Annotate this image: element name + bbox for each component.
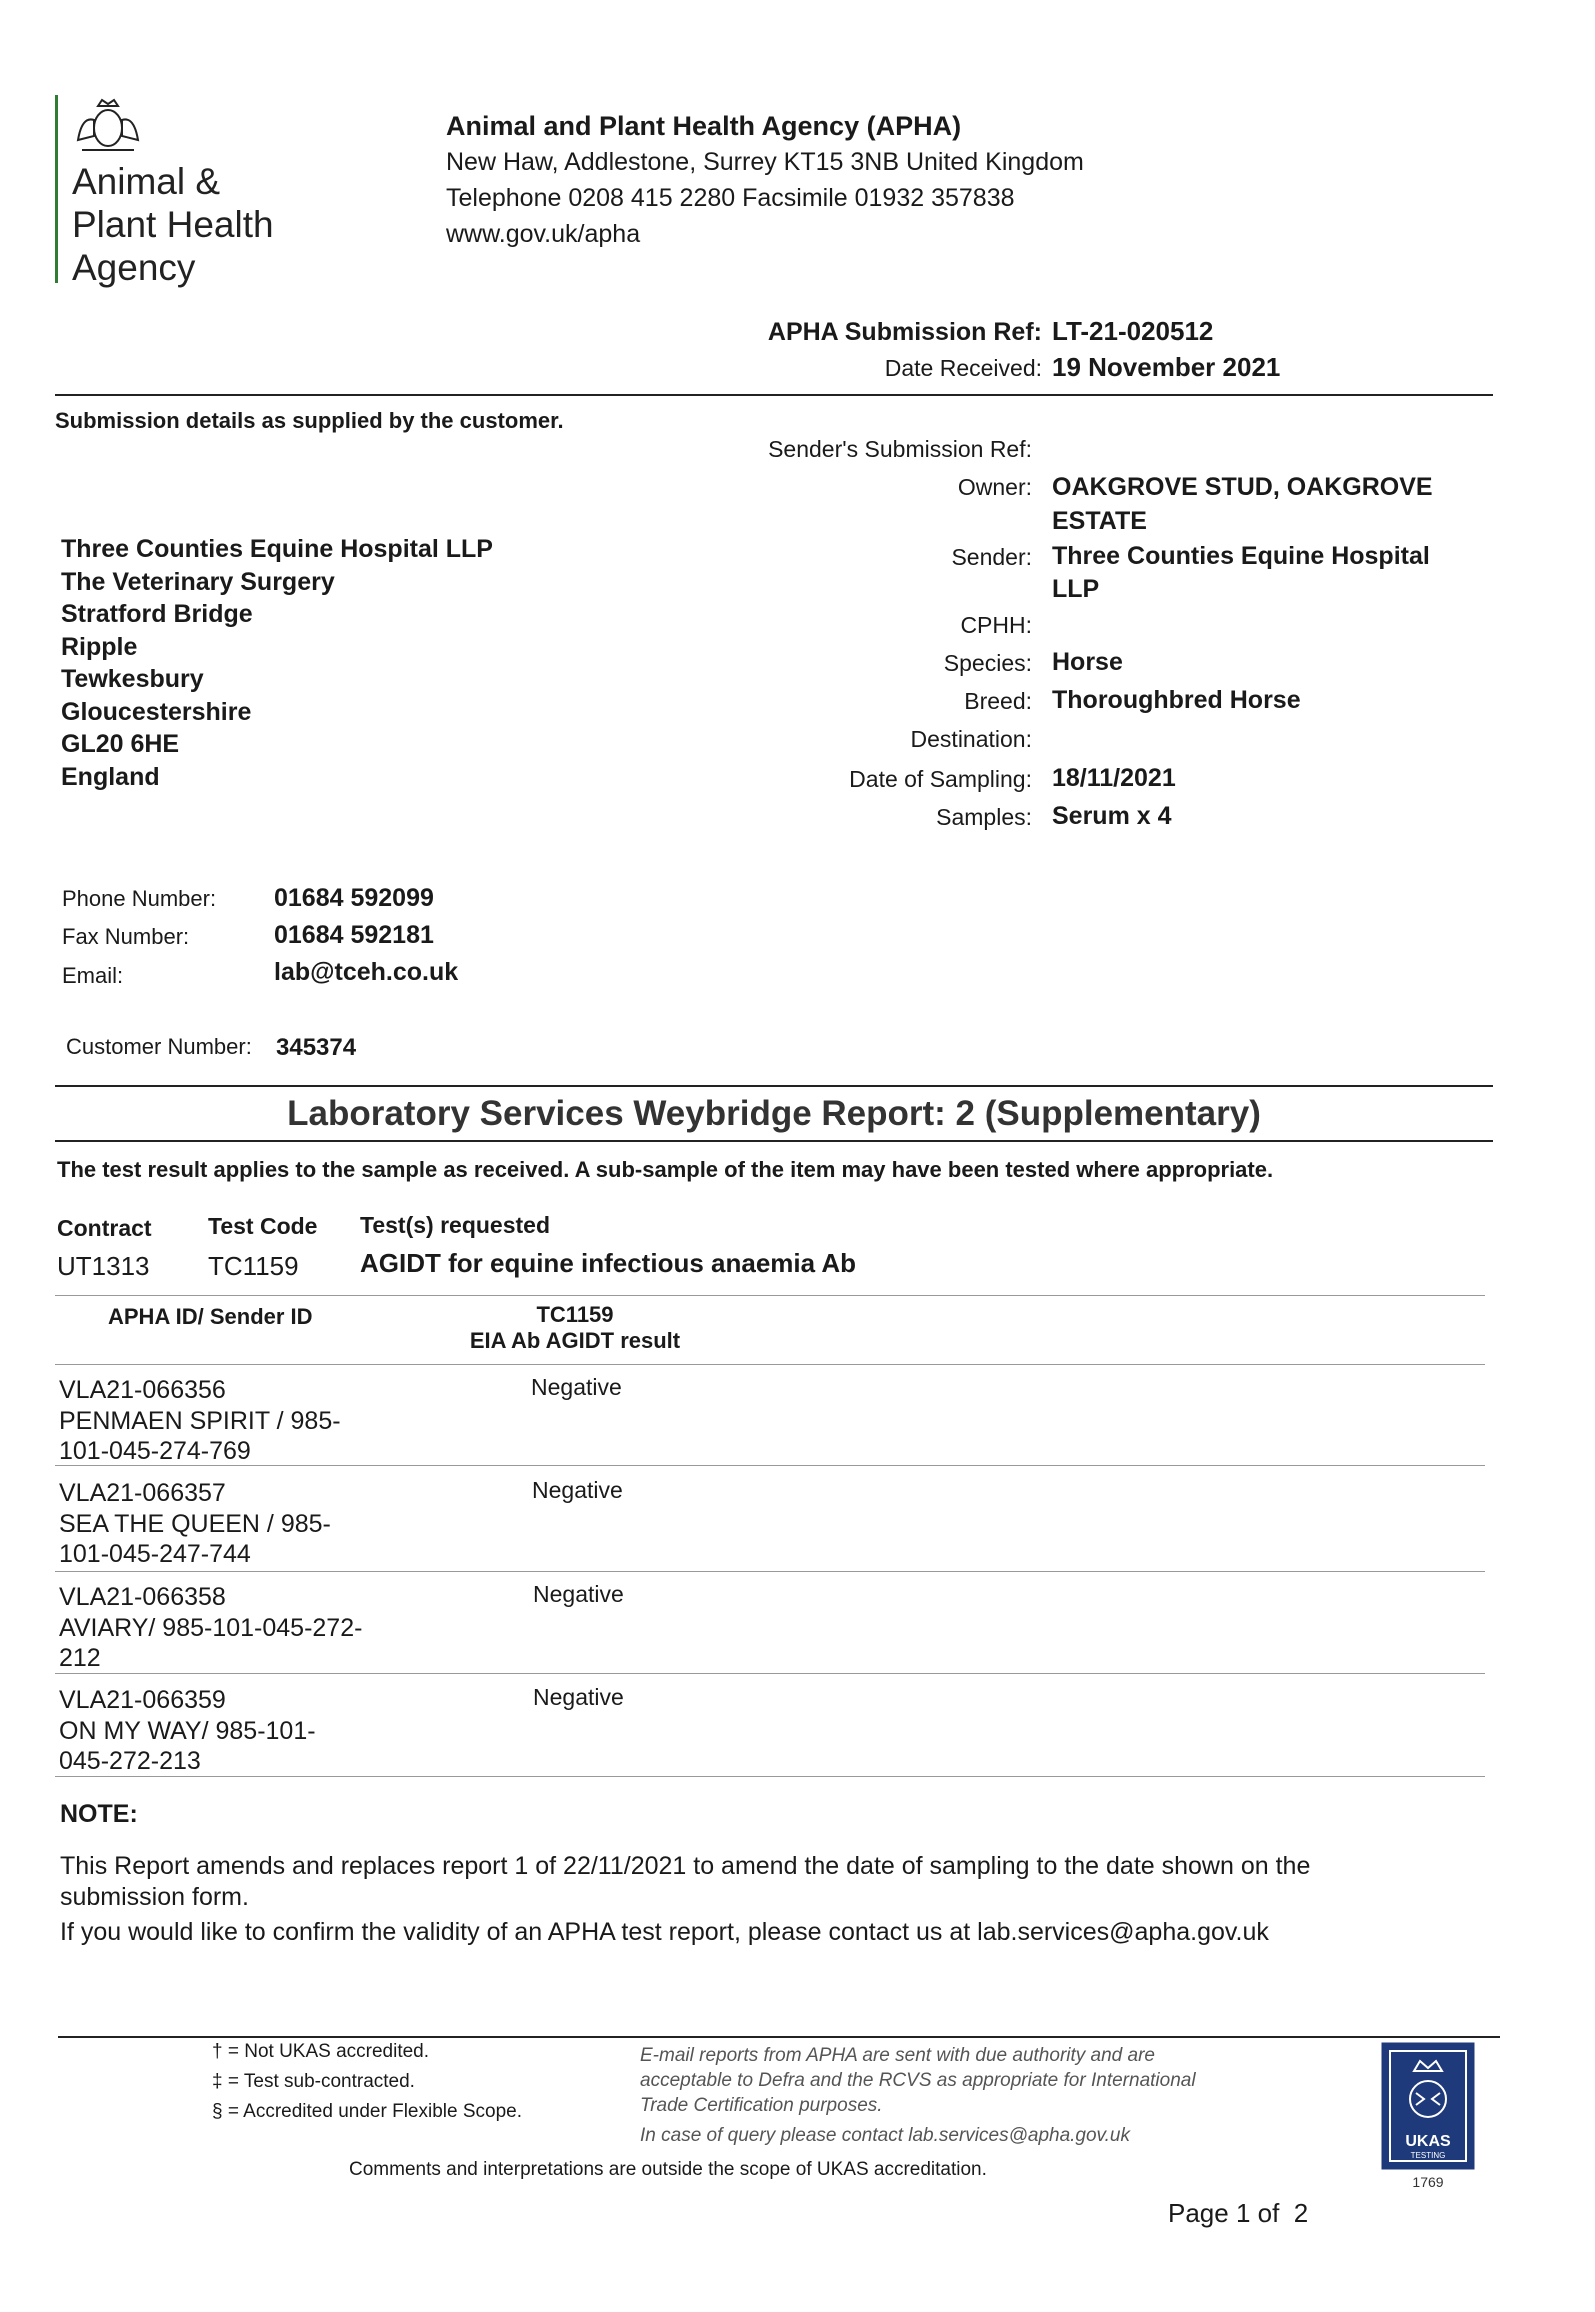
note-line: If you would like to confirm the validity of an APHA test report, please contact us at lab.services@apha.gov.uk: [60, 1918, 1269, 1946]
sample-id-line: VLA21-066357: [59, 1479, 226, 1507]
legend-line: § = Accredited under Flexible Scope.: [212, 2101, 522, 2122]
fax-value: 01684 592181: [274, 921, 434, 949]
contract-value: UT1313: [57, 1251, 150, 1281]
sender-ref-label: Sender's Submission Ref:: [768, 436, 1032, 462]
owner-value: OAKGROVE STUD, OAKGROVE ESTATE: [1052, 473, 1433, 535]
sample-id-line: AVIARY/ 985-101-045-272-: [59, 1613, 363, 1642]
ukas-label: UKAS: [1405, 2133, 1451, 2150]
destination-label: Destination:: [910, 726, 1032, 752]
contract-header: Contract: [57, 1215, 152, 1241]
logo-line: Plant Health: [72, 204, 274, 245]
species-value: Horse: [1052, 648, 1123, 676]
note-body: [60, 1851, 1490, 1948]
logo-line: Animal &: [72, 161, 221, 202]
customer-number-value: 345374: [276, 1034, 357, 1061]
table-row: [59, 1375, 1479, 1475]
agency-address: New Haw, Addlestone, Surrey KT15 3NB United Kingdom: [446, 148, 1084, 176]
ukas-number: 1769: [1412, 2174, 1444, 2190]
sender-value: Three Counties Equine Hospital LLP: [1052, 542, 1430, 603]
result-header-name: EIA Ab AGIDT result: [469, 1328, 681, 1353]
table-rule: [55, 1776, 1485, 1777]
logo-bar: [55, 95, 58, 283]
agency-logo-text: [72, 160, 274, 289]
address-line: Ripple: [61, 632, 138, 661]
address-line: England: [61, 762, 160, 791]
customer-address: [61, 533, 493, 793]
royal-crest-icon: [72, 96, 144, 154]
samples-value: Serum x 4: [1052, 802, 1172, 830]
id-column-header: APHA ID/ Sender ID: [108, 1304, 313, 1329]
test-requested-value: AGIDT for equine infectious anaemia Ab: [360, 1248, 856, 1278]
tests-requested-header: Test(s) requested: [360, 1212, 551, 1238]
agency-phone: Telephone 0208 415 2280 Facsimile 01932 357838: [446, 184, 1015, 212]
ukas-badge: [1380, 2041, 1476, 2171]
address-line: GL20 6HE: [61, 730, 180, 758]
sample-id-line: VLA21-066356: [59, 1376, 226, 1404]
divider: [55, 1140, 1493, 1142]
submission-details-heading: Submission details as supplied by the customer.: [55, 408, 564, 433]
sample-id-line: VLA21-066358: [59, 1583, 226, 1611]
query-notice: In case of query please contact lab.services@apha.gov.uk: [640, 2125, 1130, 2146]
notice-line: E-mail reports from APHA are sent with due authority and are: [640, 2045, 1155, 2066]
sampling-date-label: Date of Sampling:: [849, 766, 1032, 792]
sample-id-line: 101-045-274-769: [59, 1437, 251, 1465]
submission-ref-label: APHA Submission Ref:: [767, 318, 1042, 346]
customer-number-label: Customer Number:: [66, 1034, 252, 1059]
agency-name: Animal and Plant Health Agency (APHA): [446, 111, 962, 141]
sample-id-line: 045-272-213: [59, 1747, 201, 1775]
table-rule: [55, 1571, 1485, 1572]
result-header-code: TC1159: [536, 1302, 614, 1327]
table-row: [59, 1582, 1479, 1682]
note-line: This Report amends and replaces report 1 of 22/11/2021 to amend the date of sampling to the date shown on the: [60, 1852, 1311, 1880]
address-line: Gloucestershire: [61, 697, 252, 726]
table-rule: [55, 1465, 1485, 1466]
sample-result: Negative: [533, 1684, 624, 1710]
phone-value: 01684 592099: [274, 884, 434, 912]
sample-id-line: SEA THE QUEEN / 985-: [59, 1509, 331, 1538]
result-column-header: [440, 1302, 710, 1354]
sample-id-line: ON MY WAY/ 985-101-: [59, 1716, 316, 1745]
sampling-date-value: 18/11/2021: [1052, 764, 1176, 792]
address-line: Tewkesbury: [61, 665, 204, 693]
sample-id-line: VLA21-066359: [59, 1686, 226, 1714]
date-received-value: 19 November 2021: [1052, 352, 1281, 382]
breed-value: Thoroughbred Horse: [1052, 686, 1301, 714]
logo-line: Agency: [72, 247, 196, 288]
breed-label: Breed:: [964, 688, 1032, 714]
table-rule: [55, 1364, 1485, 1365]
phone-label: Phone Number:: [62, 886, 217, 911]
agency-contact-block: [446, 108, 1084, 252]
submission-ref-value: LT-21-020512: [1052, 316, 1214, 346]
notice-line: acceptable to Defra and the RCVS as appropriate for International: [640, 2070, 1196, 2091]
sample-id-line: 101-045-247-744: [59, 1540, 251, 1568]
table-rule: [55, 1673, 1485, 1674]
date-received-label: Date Received:: [884, 355, 1042, 381]
legend-line: ‡ = Test sub-contracted.: [212, 2071, 415, 2092]
owner-label: Owner:: [957, 474, 1032, 500]
sender-label: Sender:: [951, 544, 1032, 570]
sample-result: Negative: [533, 1581, 624, 1607]
address-line: The Veterinary Surgery: [61, 567, 335, 596]
table-row: [59, 1478, 1479, 1578]
page-number: Page 1 of 2: [1168, 2198, 1309, 2228]
agency-website[interactable]: www.gov.uk/apha: [446, 220, 641, 248]
email-label: Email:: [62, 963, 124, 988]
table-row: [59, 1685, 1479, 1785]
address-line: Three Counties Equine Hospital LLP: [61, 535, 493, 563]
report-title: Laboratory Services Weybridge Report: 2 (Supplementary): [287, 1094, 1261, 1133]
ukas-sub: TESTING: [1410, 2151, 1446, 2160]
divider: [55, 394, 1493, 396]
sample-result: Negative: [532, 1477, 623, 1503]
email-notice: [640, 2043, 1196, 2148]
address-line: Stratford Bridge: [61, 600, 253, 628]
note-heading: NOTE:: [60, 1800, 138, 1828]
sample-id-line: PENMAEN SPIRIT / 985-: [59, 1406, 341, 1435]
sample-result: Negative: [531, 1374, 622, 1400]
divider: [55, 1085, 1493, 1087]
legend-line: † = Not UKAS accredited.: [212, 2041, 430, 2062]
fax-label: Fax Number:: [62, 924, 190, 949]
samples-label: Samples:: [936, 804, 1032, 830]
note-line: submission form.: [60, 1883, 249, 1911]
cphh-label: CPHH:: [960, 612, 1032, 638]
applies-note: The test result applies to the sample as received. A sub-sample of the item may have been tested where appropriate.: [57, 1157, 1274, 1182]
testcode-header: Test Code: [208, 1213, 318, 1239]
testcode-value: TC1159: [208, 1251, 299, 1281]
accreditation-legend: [212, 2037, 522, 2127]
sample-id-line: 212: [59, 1644, 101, 1672]
notice-line: Trade Certification purposes.: [640, 2095, 883, 2116]
ukas-statement: Comments and interpretations are outside the scope of UKAS accreditation.: [349, 2159, 987, 2180]
email-value[interactable]: lab@tceh.co.uk: [274, 958, 459, 986]
species-label: Species:: [943, 650, 1032, 676]
table-rule: [55, 1295, 1485, 1296]
